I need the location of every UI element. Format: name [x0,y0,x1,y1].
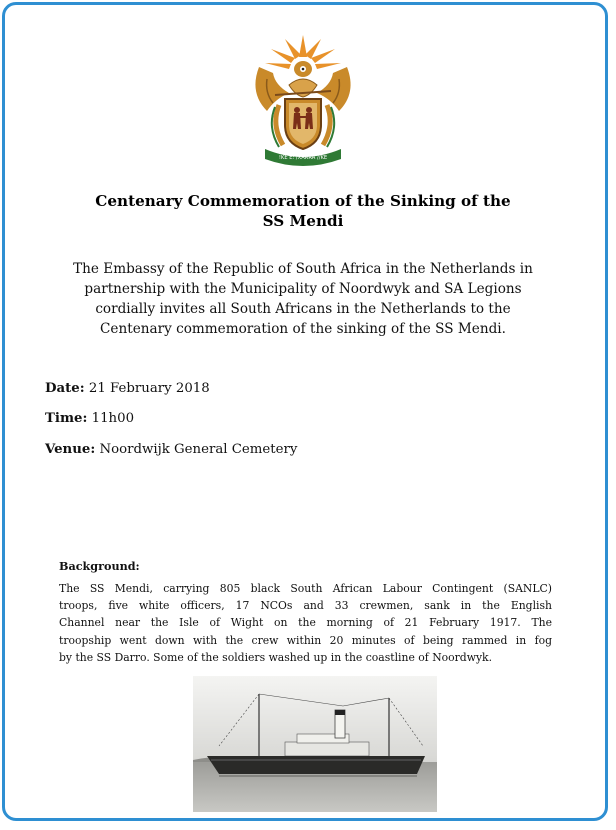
date-label: Date: [45,381,85,396]
ss-mendi-photo [193,676,437,812]
time-value: 11h00 [91,411,135,426]
venue-value: Noordwijk General Cemetery [99,442,298,457]
venue-field [45,442,297,457]
event-title [25,191,581,231]
time-field [45,411,134,426]
background-line-4: troopship went down with the crew within 20 minutes of being rammed in fog [59,633,552,647]
wheat-left [276,105,283,145]
bird-wing-left [255,67,289,111]
background-paragraph [59,580,552,666]
intro-line-4: Centenary commemoration of the sinking of the SS Mendi. [100,321,506,337]
invitation-text [33,259,573,339]
intro-line-3: cordially invites all South Africans in the Netherlands to the [95,301,511,317]
venue-label: Venue: [45,442,96,457]
wheat-right [323,105,330,145]
background-line-2: troops, five white officers, 17 NCOs and 33 crewmen, sank in the English [59,599,552,613]
background-line-5: by the SS Darro. Some of the soldiers washed up in the coastline of Noordwyk. [59,650,493,664]
coat-of-arms-emblem [245,33,361,169]
background-line-1: The SS Mendi, carrying 805 black South African Labour Contingent (SANLC) [59,582,552,595]
time-label: Time: [45,411,88,426]
date-value: 21 February 2018 [88,381,210,396]
motto-text: !KE E: /XARRA //KE [278,155,328,161]
intro-line-1: The Embassy of the Republic of South Africa in the Netherlands in [73,261,533,277]
date-field [45,381,210,396]
title-line-1: Centenary Commemoration of the Sinking of the [95,192,511,210]
title-line-2: SS Mendi [262,212,344,230]
invitation-card [2,2,608,821]
background-line-3: Channel near the Isle of Wight on the morning of 21 February 1917. The [59,616,552,630]
background-heading: Background: [59,559,140,573]
bird-wing-right [317,67,351,111]
intro-line-2: partnership with the Municipality of Noordwyk and SA Legions [84,281,522,297]
